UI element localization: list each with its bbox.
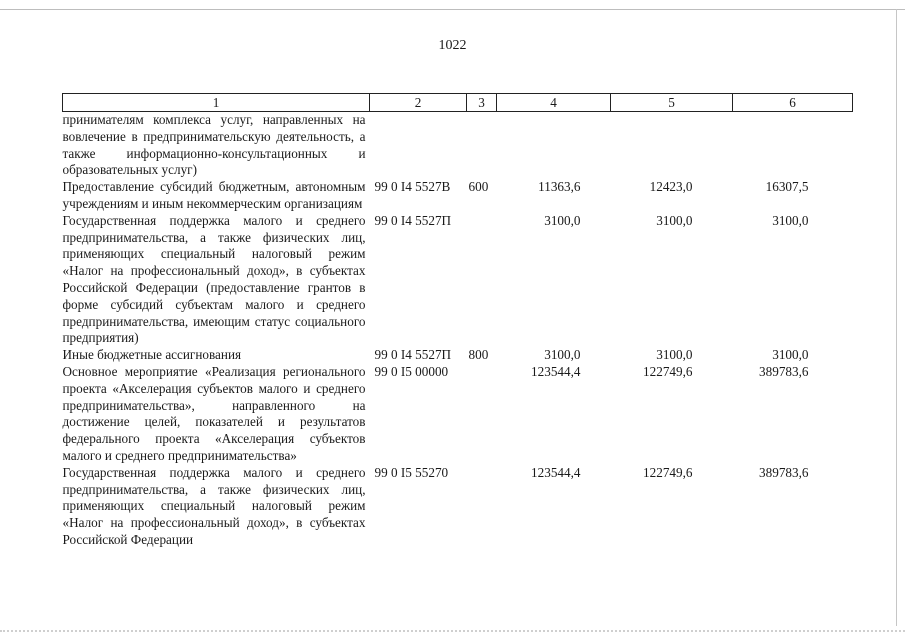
header-cell-2: 2: [370, 94, 467, 112]
page-right-border: [896, 9, 897, 626]
page-top-border: [0, 9, 905, 10]
page-number: 1022: [438, 38, 467, 53]
table-row: [63, 364, 853, 465]
header-row: [63, 94, 853, 112]
row-amount-2: 3100,0: [656, 212, 693, 228]
row-expense-type: 600: [468, 179, 489, 195]
budget-table: [62, 93, 853, 549]
row-amount-3: 3100,0: [772, 212, 809, 228]
row-description: Государственная поддержка малого и среднего предпринимательства, а также физических лиц, применяющих специальный налоговый режим «Налог на профессиональный доход», в субъектах Российской Федерации: [62, 464, 366, 547]
row-amount-3: 16307,5: [765, 179, 809, 195]
table-body: [63, 112, 853, 549]
row-amount-2: 122749,6: [643, 464, 693, 480]
row-amount-2: 122749,6: [643, 363, 693, 379]
row-expense-type: [467, 364, 497, 465]
header-cell-3: 3: [467, 94, 497, 112]
row-amount-3: [733, 112, 853, 180]
row-target-code: 99 0 I5 55270: [374, 464, 449, 480]
row-description: Иные бюджетные ассигнования: [62, 347, 242, 363]
page-bottom-border: [0, 630, 905, 632]
table-row: [63, 347, 853, 364]
row-amount-2: 12423,0: [649, 179, 693, 195]
row-description: принимателям комплекса услуг, направленных на вовлечение в предпринимательскую деятельность, а также информационно-консультационных и образовательных услуг): [62, 112, 366, 178]
row-amount-1: [497, 112, 611, 180]
header-cell-4: 4: [497, 94, 611, 112]
row-expense-type: [467, 465, 497, 549]
table-row: [63, 465, 853, 549]
table-row: [63, 179, 853, 213]
row-description: Предоставление субсидий бюджетным, автономным учреждениям и иным некоммерческим организациям: [62, 179, 366, 211]
row-expense-type: 800: [468, 347, 489, 363]
row-amount-3: 389783,6: [759, 363, 809, 379]
row-amount-1: 3100,0: [544, 347, 581, 363]
row-target-code: 99 0 I4 5527П: [374, 212, 452, 228]
row-expense-type: [467, 112, 497, 180]
header-cell-6: 6: [733, 94, 853, 112]
row-amount-1: 11363,6: [538, 179, 581, 195]
table-row: [63, 213, 853, 347]
row-amount-1: 123544,4: [531, 363, 581, 379]
row-amount-3: 3100,0: [772, 347, 809, 363]
header-cell-1: 1: [63, 94, 370, 112]
row-description: Основное мероприятие «Реализация регионального проекта «Акселерация субъектов малого и среднего предпринимательства», направленного на достижение целей, показателей и результатов федерального проекта «Акселерация субъектов малого и среднего предпринимательства»: [62, 363, 366, 463]
table-row: [63, 112, 853, 180]
row-amount-2: [611, 112, 733, 180]
table-header: [63, 94, 853, 112]
row-target-code: 99 0 I4 5527П: [374, 347, 452, 363]
row-amount-2: 3100,0: [656, 347, 693, 363]
row-amount-3: 389783,6: [759, 464, 809, 480]
row-amount-1: 123544,4: [531, 464, 581, 480]
row-target-code: 99 0 I5 00000: [374, 363, 449, 379]
row-target-code: [370, 112, 467, 180]
header-cell-5: 5: [611, 94, 733, 112]
row-target-code: 99 0 I4 5527В: [374, 179, 451, 195]
row-amount-1: 3100,0: [544, 212, 581, 228]
row-expense-type: [467, 213, 497, 347]
row-description: Государственная поддержка малого и среднего предпринимательства, а также физических лиц, применяющих специальный налоговый режим «Налог на профессиональный доход», в субъектах Российской Федерации (предоставление грантов в форме субсидий субъектам малого и среднего предпринимательства, имеющим статус социального предприятия): [62, 212, 366, 346]
